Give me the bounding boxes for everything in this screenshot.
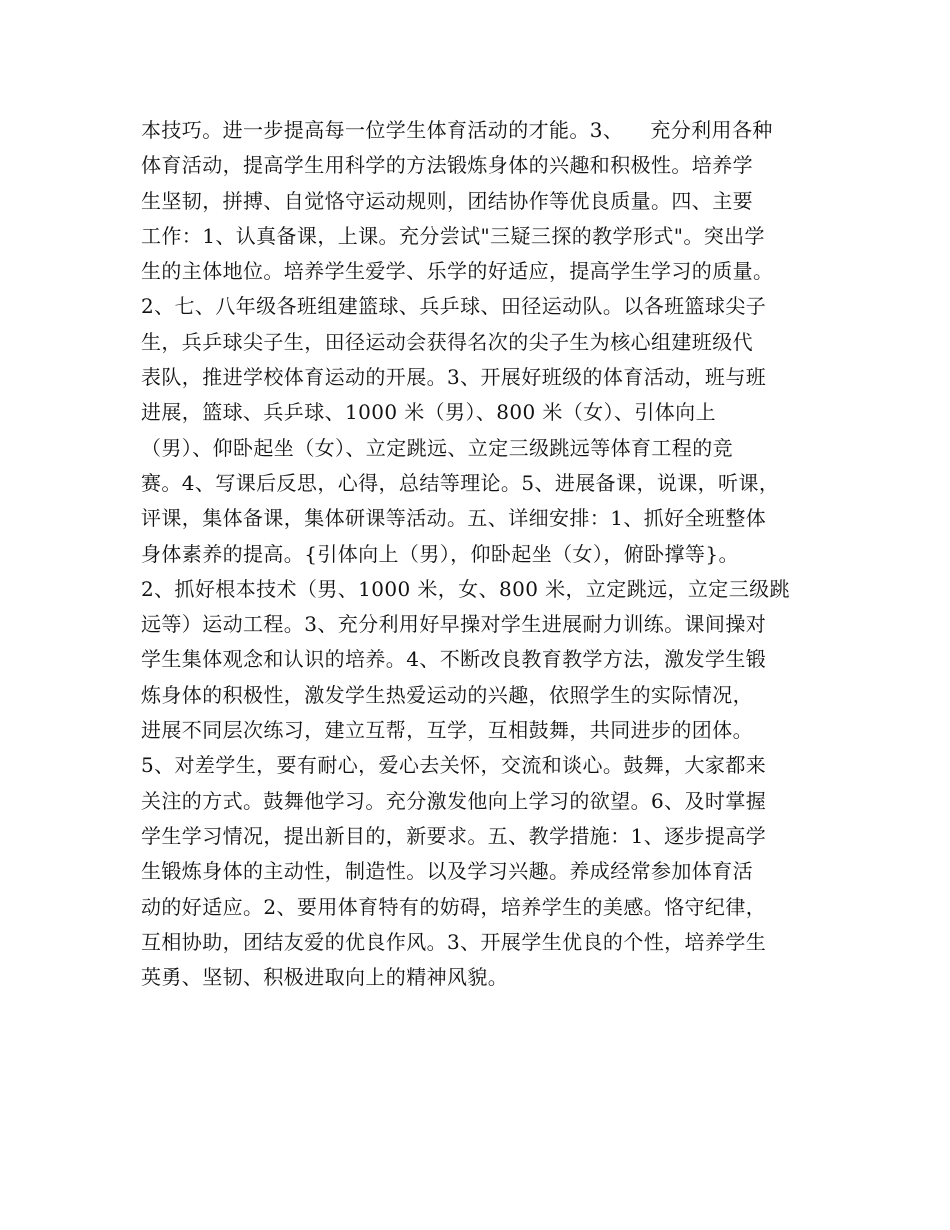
text-line: 生坚韧，拼搏、自觉恪守运动规则，团结协作等优良质量。四、主要 [141,188,753,213]
text-line: 关注的方式。鼓舞他学习。充分激发他向上学习的欲望。6、及时掌握 [141,788,767,813]
text-line: 生，兵乒球尖子生，田径运动会获得名次的尖子生为核心组建班级代 [141,329,753,354]
text-line: 进展不同层次练习，建立互帮，互学，互相鼓舞，共同进步的团体。 [141,718,753,743]
text-line: 远等）运动工程。3、充分利用好早操对学生进展耐力训练。课间操对 [141,612,767,637]
text-line: 动的好适应。2、要用体育特有的妨碍，培养学生的美感。恪守纪律， [141,894,767,919]
text-line: 身体素养的提高。{引体向上（男），仰卧起坐（女），俯卧撑等}。 [141,541,739,566]
text-line: 体育活动，提高学生用科学的方法锻炼身体的兴趣和积极性。培养学 [141,153,753,178]
text-line: 互相协助，团结友爱的优良作风。3、开展学生优良的个性，培养学生 [141,929,767,954]
text-line: 5、对差学生，要有耐心，爱心去关怀，交流和谈心。鼓舞，大家都来 [141,753,767,778]
text-line: 生锻炼身体的主动性，制造性。以及学习兴趣。养成经常参加体育活 [141,859,753,884]
text-line: 本技巧。进一步提高每一位学生体育活动的才能。3、 充分利用各种 [141,118,773,142]
text-line: 学生集体观念和认识的培养。4、不断改良教育教学方法，激发学生锻 [141,647,767,672]
body-text [141,113,821,995]
text-line: 2、抓好根本技术（男、1000 米，女、800 米，立定跳远，立定三级跳 [141,576,790,601]
text-line: 2、七、八年级各班组建篮球、兵乒球、田径运动队。以各班篮球尖子 [141,294,767,319]
text-line: 赛。4、写课后反思，心得，总结等理论。5、进展备课，说课，听课， [141,470,780,495]
text-line: 表队，推进学校体育运动的开展。3、开展好班级的体育活动，班与班 [141,365,767,390]
text-line: 生的主体地位。培养学生爱学、乐学的好适应，提高学生学习的质量。 [141,259,774,284]
text-line: 工作：1、认真备课，上课。充分尝试"三疑三探的教学形式"。突出学 [141,223,765,248]
text-line: 学生学习情况，提出新目的，新要求。五、教学措施：1、逐步提高学 [141,823,767,848]
text-line: 进展，篮球、兵乒球、1000 米（男）、800 米（女）、引体向上 [141,400,716,425]
text-line: 炼身体的积极性，激发学生热爱运动的兴趣，依照学生的实际情况， [141,682,753,707]
text-line: 英勇、坚韧、积极进取向上的精神风貌。 [141,965,509,990]
text-line: 评课，集体备课，集体研课等活动。五、详细安排：1、抓好全班整体 [141,506,767,531]
text-line: （男）、仰卧起坐（女）、立定跳远、立定三级跳远等体育工程的竞 [141,435,733,460]
